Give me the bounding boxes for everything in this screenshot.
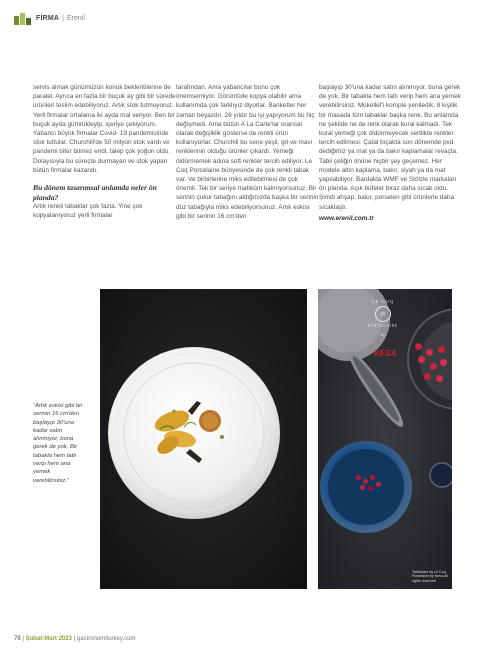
article-column-1 <box>33 83 177 221</box>
header-separator: | <box>62 14 64 22</box>
paragraph: tarafından. Ama yabancılar bunu çok önemsemiyor. Görüntüde kopya olabilir ama kullanımda çok farklıyız diyorlar. Banketler her zaman beyazdır. 26 yıldır bu işi yapıyorum bu hiç değişmedi. Ama bütün A La Carte'lar oransal olarak değişiklik gösterse de renkli ürün kullanıyorlar. Churchill bu sene yeşil, gri ve mavi renklerinin olduğu ürünler çıkardı. Yemeği öldürmemek adına soft renkler tercih ediliyor. Le Coq Porcelaine bünyesinde de çok renkli tabak var. Ve birbirlerine miks edilebilmesi de çok önemli. Tek bir seriye mahkûm kalmıyorsunuz. Bir serinin çukur tabağını aldığınızda başka bir serinin düz tabağıyla miks edebiliyorsunuz. Artık eskisi gibi bir serinin 16 cm'den <box>176 84 319 220</box>
kesa-logo: KESA <box>374 349 397 358</box>
paragraph: başlayıp 30'una kadar satın alınmıyor, buna gerek de yok. Bir tabakla hem tatlı verip hem ana yemek verebilirsiniz. Mükellef'i komple yeniledik, 8 kişilik bir masada tüm tabaklar başka renk. Bu anlamda ne şekilde ne de renk olarak kural kalmadı. Tek kural yemeği çok öldürmeyecek sertlikte renkler tercih edilmesi. Çatal bıçakta son dönemde pvd dediğimiz ya mat ya da bakır kaplamalar revaçta. Tabii çeliğin önüne hiçbir şey geçemez. Her modele altın kaplama, bakır, siyah ya da mat yapılabiliyor. Bardakta WMF ve Stölzle markaları ön planda. Açık büfeler biraz daha sıcak oldu. Şimdi ahşap, bakır, porselen gibi ürünlerle daha sıcaklaştı. <box>319 84 461 211</box>
website-link[interactable]: www.erenil.com.tr <box>319 214 374 222</box>
rooster-icon: ♔ <box>375 306 391 322</box>
page-header <box>14 10 85 26</box>
footer-separator: | <box>22 636 26 642</box>
question-subhead: Bu dönem tasarımsal anlamda neler ön planda? <box>33 183 157 202</box>
magazine-logo-icon <box>14 11 32 25</box>
issue-date: Şubat-Mart 2023 <box>25 636 72 642</box>
footer-separator: | <box>73 636 77 642</box>
footer-website[interactable]: gastronomiturkey.com <box>76 636 136 642</box>
page-number: 76 <box>14 636 21 642</box>
article-column-2 <box>176 83 320 221</box>
photo-credit: Tableware by Le Coq Porcelaine by Kesa All rights reserved <box>412 569 448 583</box>
plated-dish-illustration <box>100 289 307 589</box>
section-title: FİRMA <box>36 14 60 22</box>
paragraph: Artık renkli tabaklar çok fazla. Yine çok kopyalanıyoruz yerli firmalar <box>33 203 143 220</box>
plated-dish-photo <box>100 289 307 589</box>
paragraph: servis almak günümüzün konuk beklentilerine de paralel. Ayrıca en fazla bir buçuk ay gibi bir sürede ürünleri teslim edebiliyoruz. Artık stok tutmuyoruz. Yerli firmalar ortalama iki ayda mal veriyor. Ben bir buçuk ayda gümrükleyip, içeriye çekiyorum. Yabancı büyük firmalar Covid- 19 pandemisinde stok tuttular. Churchill'de 50 milyon stok vardı ve pandemi biter bitmez eridi, talep çok yoğun oldu. Dolayısıyla bu süreçte durmayan ve stok yapan bütün firmalar kazandı. <box>33 84 176 174</box>
article-column-3 <box>319 83 463 223</box>
by-text: by <box>381 332 385 337</box>
brand-mark <box>362 299 404 337</box>
page-footer <box>14 636 135 642</box>
brand-bottom-text: PORCELAINE <box>367 324 399 328</box>
tableware-photo <box>318 289 452 589</box>
pull-quote: “Artık eskisi gibi bir serinin 16 cm'den başlayıp 30'una kadar satın alınmıyor, buna gerek de yok. Bir tabakla hem tatlı verip hem ana yemek verebilirsiniz.” <box>33 403 83 484</box>
section-subtitle: Erenil <box>67 14 85 22</box>
brand-top-text: LE COQ <box>371 299 395 304</box>
